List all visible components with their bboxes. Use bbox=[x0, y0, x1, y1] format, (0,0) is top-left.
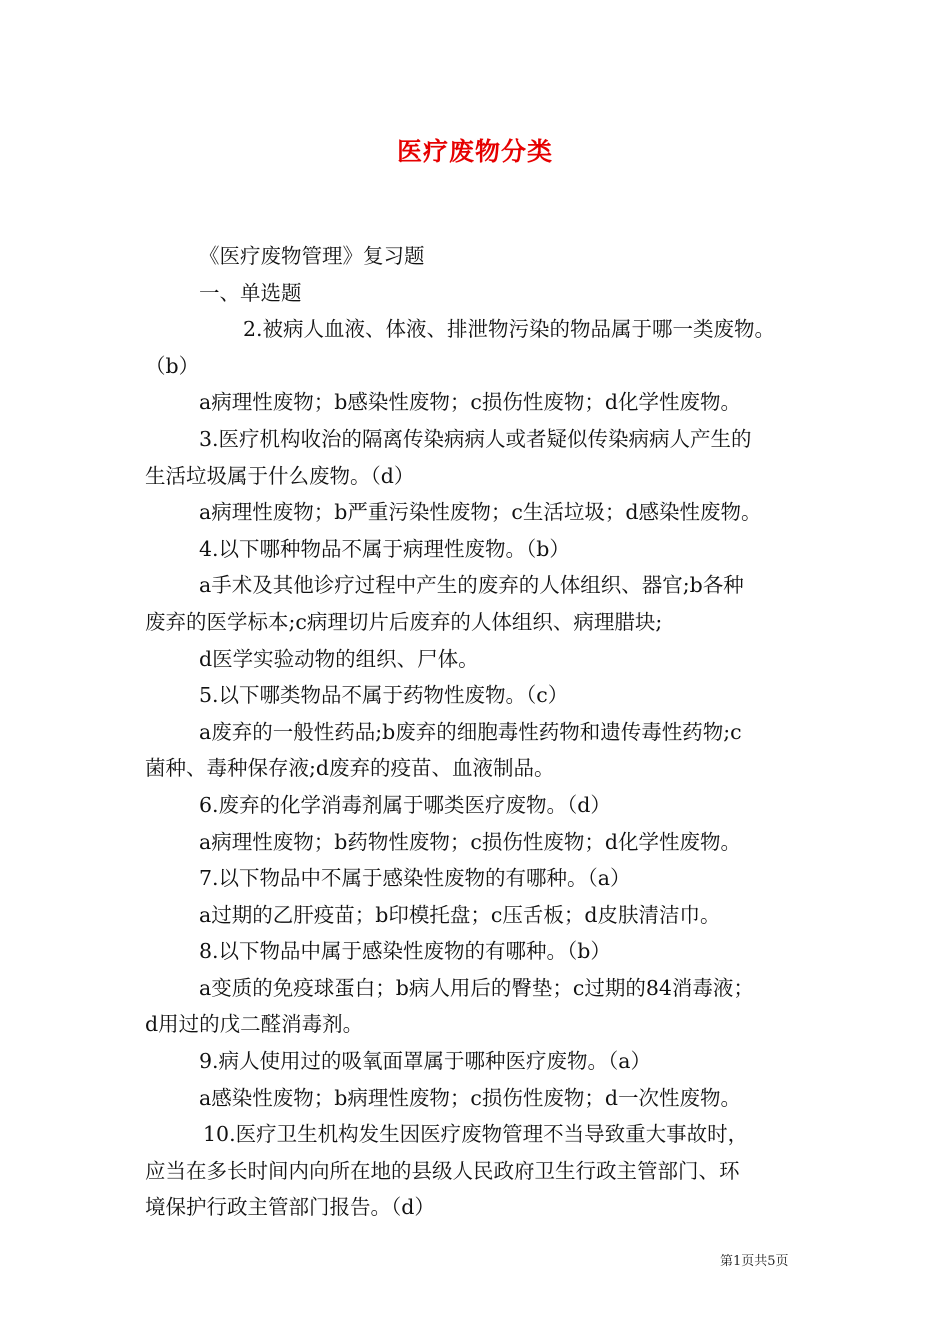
text-line: a病理性废物；b严重污染性废物；c生活垃圾；d感染性废物。 bbox=[199, 500, 762, 525]
text-line: a病理性废物；b感染性废物；c损伤性废物；d化学性废物。 bbox=[199, 390, 741, 415]
text-line: 《医疗废物管理》复习题 bbox=[199, 244, 425, 268]
text-line: 9.病人使用过的吸氧面罩属于哪种医疗废物。（a） bbox=[199, 1049, 652, 1074]
text-line: a感染性废物；b病理性废物；c损伤性废物；d一次性废物。 bbox=[199, 1085, 741, 1110]
text-line: （b） bbox=[145, 353, 200, 378]
text-line: 7.以下物品中不属于感染性废物的有哪种。（a） bbox=[199, 866, 631, 891]
text-line: d医学实验动物的组织、尸体。 bbox=[199, 646, 479, 671]
text-line: 6.废弃的化学消毒剂属于哪类医疗废物。（d） bbox=[199, 792, 611, 817]
text-line: 3.医疗机构收治的隔离传染病病人或者疑似传染病病人产生的 bbox=[199, 426, 752, 451]
text-line: a病理性废物；b药物性废物；c损伤性废物；d化学性废物。 bbox=[199, 829, 741, 854]
page-number: 第1页共5页 bbox=[720, 1254, 789, 1269]
document-title: 医疗废物分类 bbox=[396, 137, 553, 166]
text-line: 8.以下物品中属于感染性废物的有哪种。（b） bbox=[199, 939, 611, 964]
text-line: 2.被病人血液、体液、排泄物污染的物品属于哪一类废物。 bbox=[243, 317, 776, 342]
text-line: 5.以下哪类物品不属于药物性废物。（c） bbox=[199, 683, 569, 708]
text-line: a废弃的一般性药品;b废弃的细胞毒性药物和遗传毒性药物;c bbox=[199, 719, 742, 744]
text-line: 菌种、毒种保存液;d废弃的疫苗、血液制品。 bbox=[145, 756, 555, 781]
text-line: a手术及其他诊疗过程中产生的废弃的人体组织、器官;b各种 bbox=[199, 573, 744, 598]
text-line: a变质的免疫球蛋白；b病人用后的臀垫；c过期的84消毒液； bbox=[199, 975, 754, 1000]
document-body bbox=[145, 238, 825, 1226]
text-line: a过期的乙肝疫苗；b印模托盘；c压舌板；d皮肤清洁巾。 bbox=[199, 902, 721, 927]
text-line: 生活垃圾属于什么废物。（d） bbox=[145, 463, 415, 488]
text-line: 应当在多长时间内向所在地的县级人民政府卫生行政主管部门、环 bbox=[145, 1158, 740, 1183]
text-line: 10.医疗卫生机构发生因医疗废物管理不当导致重大事故时， bbox=[203, 1122, 749, 1147]
text-line: 废弃的医学标本;c病理切片后废弃的人体组织、病理腊块; bbox=[145, 609, 663, 634]
text-line: d用过的戊二醛消毒剂。 bbox=[145, 1012, 364, 1037]
text-line: 境保护行政主管部门报告。（d） bbox=[145, 1195, 435, 1220]
text-line: 一、单选题 bbox=[199, 280, 302, 305]
text-line: 4.以下哪种物品不属于病理性废物。（b） bbox=[199, 536, 570, 561]
